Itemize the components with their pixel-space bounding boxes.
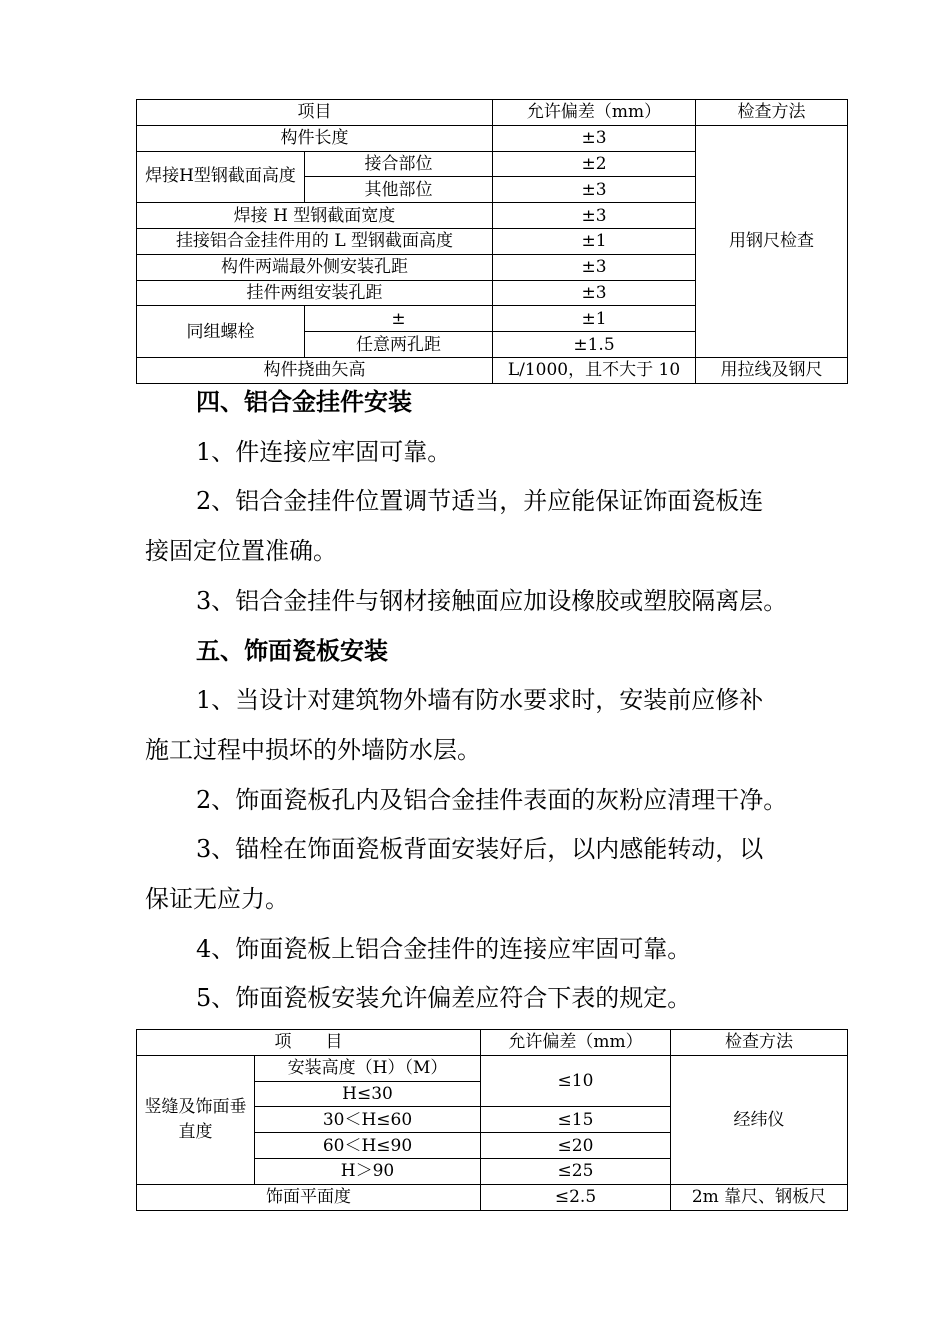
paragraph-continuation: 施工过程中损坏的外墙防水层。 (145, 736, 481, 764)
header-method: 检查方法 (696, 100, 848, 126)
row-sublabel: 30＜H≤60 (255, 1107, 481, 1133)
row-label: 构件两端最外侧安装孔距 (137, 254, 493, 280)
row-group-label: 竖缝及饰面垂直度 (137, 1055, 255, 1184)
row-sublabel: 60＜H≤90 (255, 1133, 481, 1159)
paragraph: 1、件连接应牢固可靠。 (196, 438, 452, 466)
header-tolerance: 允许偏差（mm） (481, 1030, 671, 1056)
row-value: L/1000，且不大于 10 (493, 357, 696, 383)
row-label: 构件长度 (137, 125, 493, 151)
row-label: 挂件两组安装孔距 (137, 280, 493, 306)
paragraph: 2、饰面瓷板孔内及铝合金挂件表面的灰粉应清理干净。 (196, 786, 788, 814)
header-method: 检查方法 (671, 1030, 848, 1056)
row-sublabel: 任意两孔距 (305, 332, 493, 358)
row-label: 构件挠曲矢高 (137, 357, 493, 383)
table-row (137, 1184, 848, 1210)
section-heading: 四、铝合金挂件安装 (196, 387, 412, 416)
paragraph: 5、饰面瓷板安装允许偏差应符合下表的规定。 (196, 984, 692, 1012)
method-cell: 用拉线及钢尺 (696, 357, 848, 383)
method-cell: 经纬仪 (671, 1055, 848, 1184)
row-sublabel: 其他部位 (305, 177, 493, 203)
panel-tolerance-table (136, 1029, 848, 1211)
row-sublabel: H＞90 (255, 1158, 481, 1184)
method-cell: 2m 靠尺、钢板尺 (671, 1184, 848, 1210)
row-value: ±2 (493, 151, 696, 177)
row-sublabel: 安装高度（H）（M） (255, 1055, 481, 1081)
row-value: ±3 (493, 177, 696, 203)
row-value: ±1 (493, 306, 696, 332)
row-label: 饰面平面度 (137, 1184, 481, 1210)
row-value: ±3 (493, 254, 696, 280)
row-value: ±1 (493, 228, 696, 254)
section-heading: 五、饰面瓷板安装 (196, 636, 388, 665)
row-value: ±3 (493, 280, 696, 306)
table-row (137, 125, 848, 151)
row-value: ±3 (493, 203, 696, 229)
row-group-label: 同组螺栓 (137, 306, 305, 358)
paragraph: 4、饰面瓷板上铝合金挂件的连接应牢固可靠。 (196, 935, 692, 963)
row-group-label: 焊接H型钢截面高度 (137, 151, 305, 203)
row-value: ≤2.5 (481, 1184, 671, 1210)
paragraph: 3、铝合金挂件与钢材接触面应加设橡胶或塑胶隔离层。 (196, 587, 788, 615)
row-label: 挂接铝合金挂件用的 L 型钢截面高度 (137, 228, 493, 254)
paragraph: 2、铝合金挂件位置调节适当，并应能保证饰面瓷板连 (196, 487, 764, 515)
table-header-row (137, 1030, 848, 1056)
table-header-row (137, 100, 848, 126)
table-row (137, 1055, 848, 1081)
row-value: ≤25 (481, 1158, 671, 1184)
header-item: 项 目 (137, 1030, 481, 1056)
row-sublabel: ± (305, 306, 493, 332)
paragraph: 1、当设计对建筑物外墙有防水要求时，安装前应修补 (196, 686, 764, 714)
row-value: ≤10 (481, 1055, 671, 1107)
steel-tolerance-table (136, 99, 848, 384)
row-value: ≤15 (481, 1107, 671, 1133)
header-item: 项目 (137, 100, 493, 126)
header-tolerance: 允许偏差（mm） (493, 100, 696, 126)
row-sublabel: H≤30 (255, 1081, 481, 1107)
row-value: ≤20 (481, 1133, 671, 1159)
paragraph: 3、锚栓在饰面瓷板背面安装好后，以内感能转动，以 (196, 835, 764, 863)
row-sublabel: 接合部位 (305, 151, 493, 177)
row-value: ±3 (493, 125, 696, 151)
paragraph-continuation: 接固定位置准确。 (145, 537, 337, 565)
row-value: ±1.5 (493, 332, 696, 358)
table-row (137, 357, 848, 383)
row-label: 焊接 H 型钢截面宽度 (137, 203, 493, 229)
paragraph-continuation: 保证无应力。 (145, 885, 289, 913)
method-cell: 用钢尺检查 (696, 125, 848, 357)
